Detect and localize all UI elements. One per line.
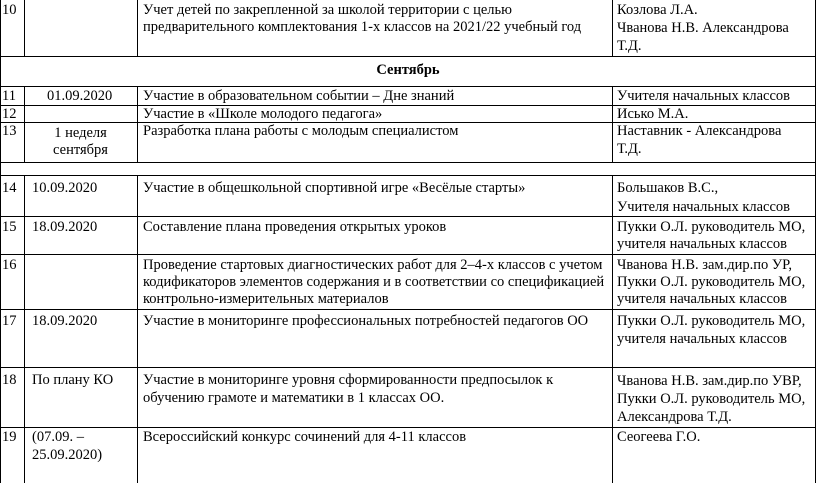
row-border (0, 105, 816, 106)
responsible-text: Пукки О.Л. руководитель МО, (617, 219, 806, 235)
event-text: Участие в образовательном событии – Дне знаний (143, 88, 455, 104)
row-border (0, 162, 816, 163)
row-border (0, 367, 816, 368)
event-text: Участие в мониторинге уровня сформированности предпосылок к (143, 372, 554, 388)
date-text: 1 неделя (54, 125, 107, 141)
event-text: предварительного комплектования 1-х классов на 2021/22 учебный год (143, 19, 582, 35)
row-border (0, 216, 816, 217)
responsible-text: Т.Д. (617, 141, 642, 157)
responsible-text: Александрова Т.Д. (617, 409, 732, 425)
responsible-text: Исько М.А. (617, 106, 689, 122)
date-text: 10.09.2020 (32, 180, 98, 196)
responsible-text: Пукки О.Л. руководитель МО, (617, 391, 806, 407)
row-number: 14 (2, 180, 17, 196)
responsible-text: учителя начальных классов (617, 291, 787, 307)
responsible-text: Пукки О.Л. руководитель МО, (617, 274, 806, 290)
responsible-text: Наставник - Александрова (617, 123, 782, 139)
row-border (0, 175, 816, 176)
row-number: 10 (2, 2, 17, 18)
event-text: Участие в общешкольной спортивной игре «Весёлые старты» (143, 180, 526, 196)
responsible-text: Чванова Н.В. зам.дир.по УВР, (617, 373, 802, 389)
row-number: 17 (2, 313, 17, 329)
responsible-text: учителя начальных классов (617, 331, 787, 347)
col-border-num (24, 0, 25, 56)
col-border-event (612, 175, 613, 483)
responsible-text: Учителя начальных классов (617, 199, 791, 215)
row-number: 16 (2, 257, 17, 273)
row-number: 18 (2, 372, 17, 388)
date-text: (07.09. – (32, 429, 84, 445)
event-text: Учет детей по закрепленной за школой территории с целью (143, 2, 512, 18)
responsible-text: Козлова Л.А. (617, 2, 698, 18)
date-text: 25.09.2020) (32, 447, 103, 463)
event-text: Составление плана проведения открытых уроков (143, 219, 447, 235)
row-border (0, 254, 816, 255)
event-text: Разработка плана работы с молодым специалистом (143, 123, 459, 139)
event-text: обучению грамоте и математики в 1 классах ОО. (143, 390, 445, 406)
date-text: 18.09.2020 (32, 219, 98, 235)
responsible-text: Чванова Н.В. Александрова (617, 20, 789, 36)
event-text: Участие в мониторинге профессиональных потребностей педагогов ОО (143, 313, 589, 329)
date-text: По плану КО (32, 372, 114, 388)
col-border-event (612, 86, 613, 162)
row-border (0, 427, 816, 428)
col-border-event (612, 0, 613, 56)
responsible-text: Сеогеева Г.О. (617, 429, 701, 445)
event-text: Участие в «Школе молодого педагога» (143, 106, 383, 122)
col-border-date (137, 175, 138, 483)
event-text: контрольно-измерительных материалов (143, 291, 389, 307)
responsible-text: Чванова Н.В. зам.дир.по УР, (617, 257, 793, 273)
event-text: Проведение стартовых диагностических работ для 2–4-х классов с учетом (143, 257, 603, 273)
event-text: Всероссийский конкурс сочинений для 4-11 классов (143, 429, 467, 445)
responsible-text: Большаков В.С., (617, 180, 719, 196)
date-text: 01.09.2020 (47, 88, 113, 104)
section-title: Сентябрь (376, 62, 440, 78)
responsible-text: Учителя начальных классов (617, 88, 791, 104)
row-border (0, 86, 816, 87)
row-number: 11 (2, 88, 16, 104)
date-text: 18.09.2020 (32, 313, 98, 329)
responsible-text: Т.Д. (617, 38, 642, 54)
row-number: 15 (2, 219, 17, 235)
row-number: 13 (2, 123, 17, 139)
event-text: кодификаторов элементов содержания и в соответствии со спецификацией (143, 274, 605, 290)
date-text: сентября (53, 142, 108, 158)
col-border-date (137, 86, 138, 162)
row-border (0, 309, 816, 310)
col-border-date (137, 0, 138, 56)
row-number: 12 (2, 106, 17, 122)
row-border (0, 56, 816, 57)
row-number: 19 (2, 429, 17, 445)
responsible-text: учителя начальных классов (617, 236, 787, 252)
responsible-text: Пукки О.Л. руководитель МО, (617, 313, 806, 329)
col-border-num (24, 175, 25, 483)
